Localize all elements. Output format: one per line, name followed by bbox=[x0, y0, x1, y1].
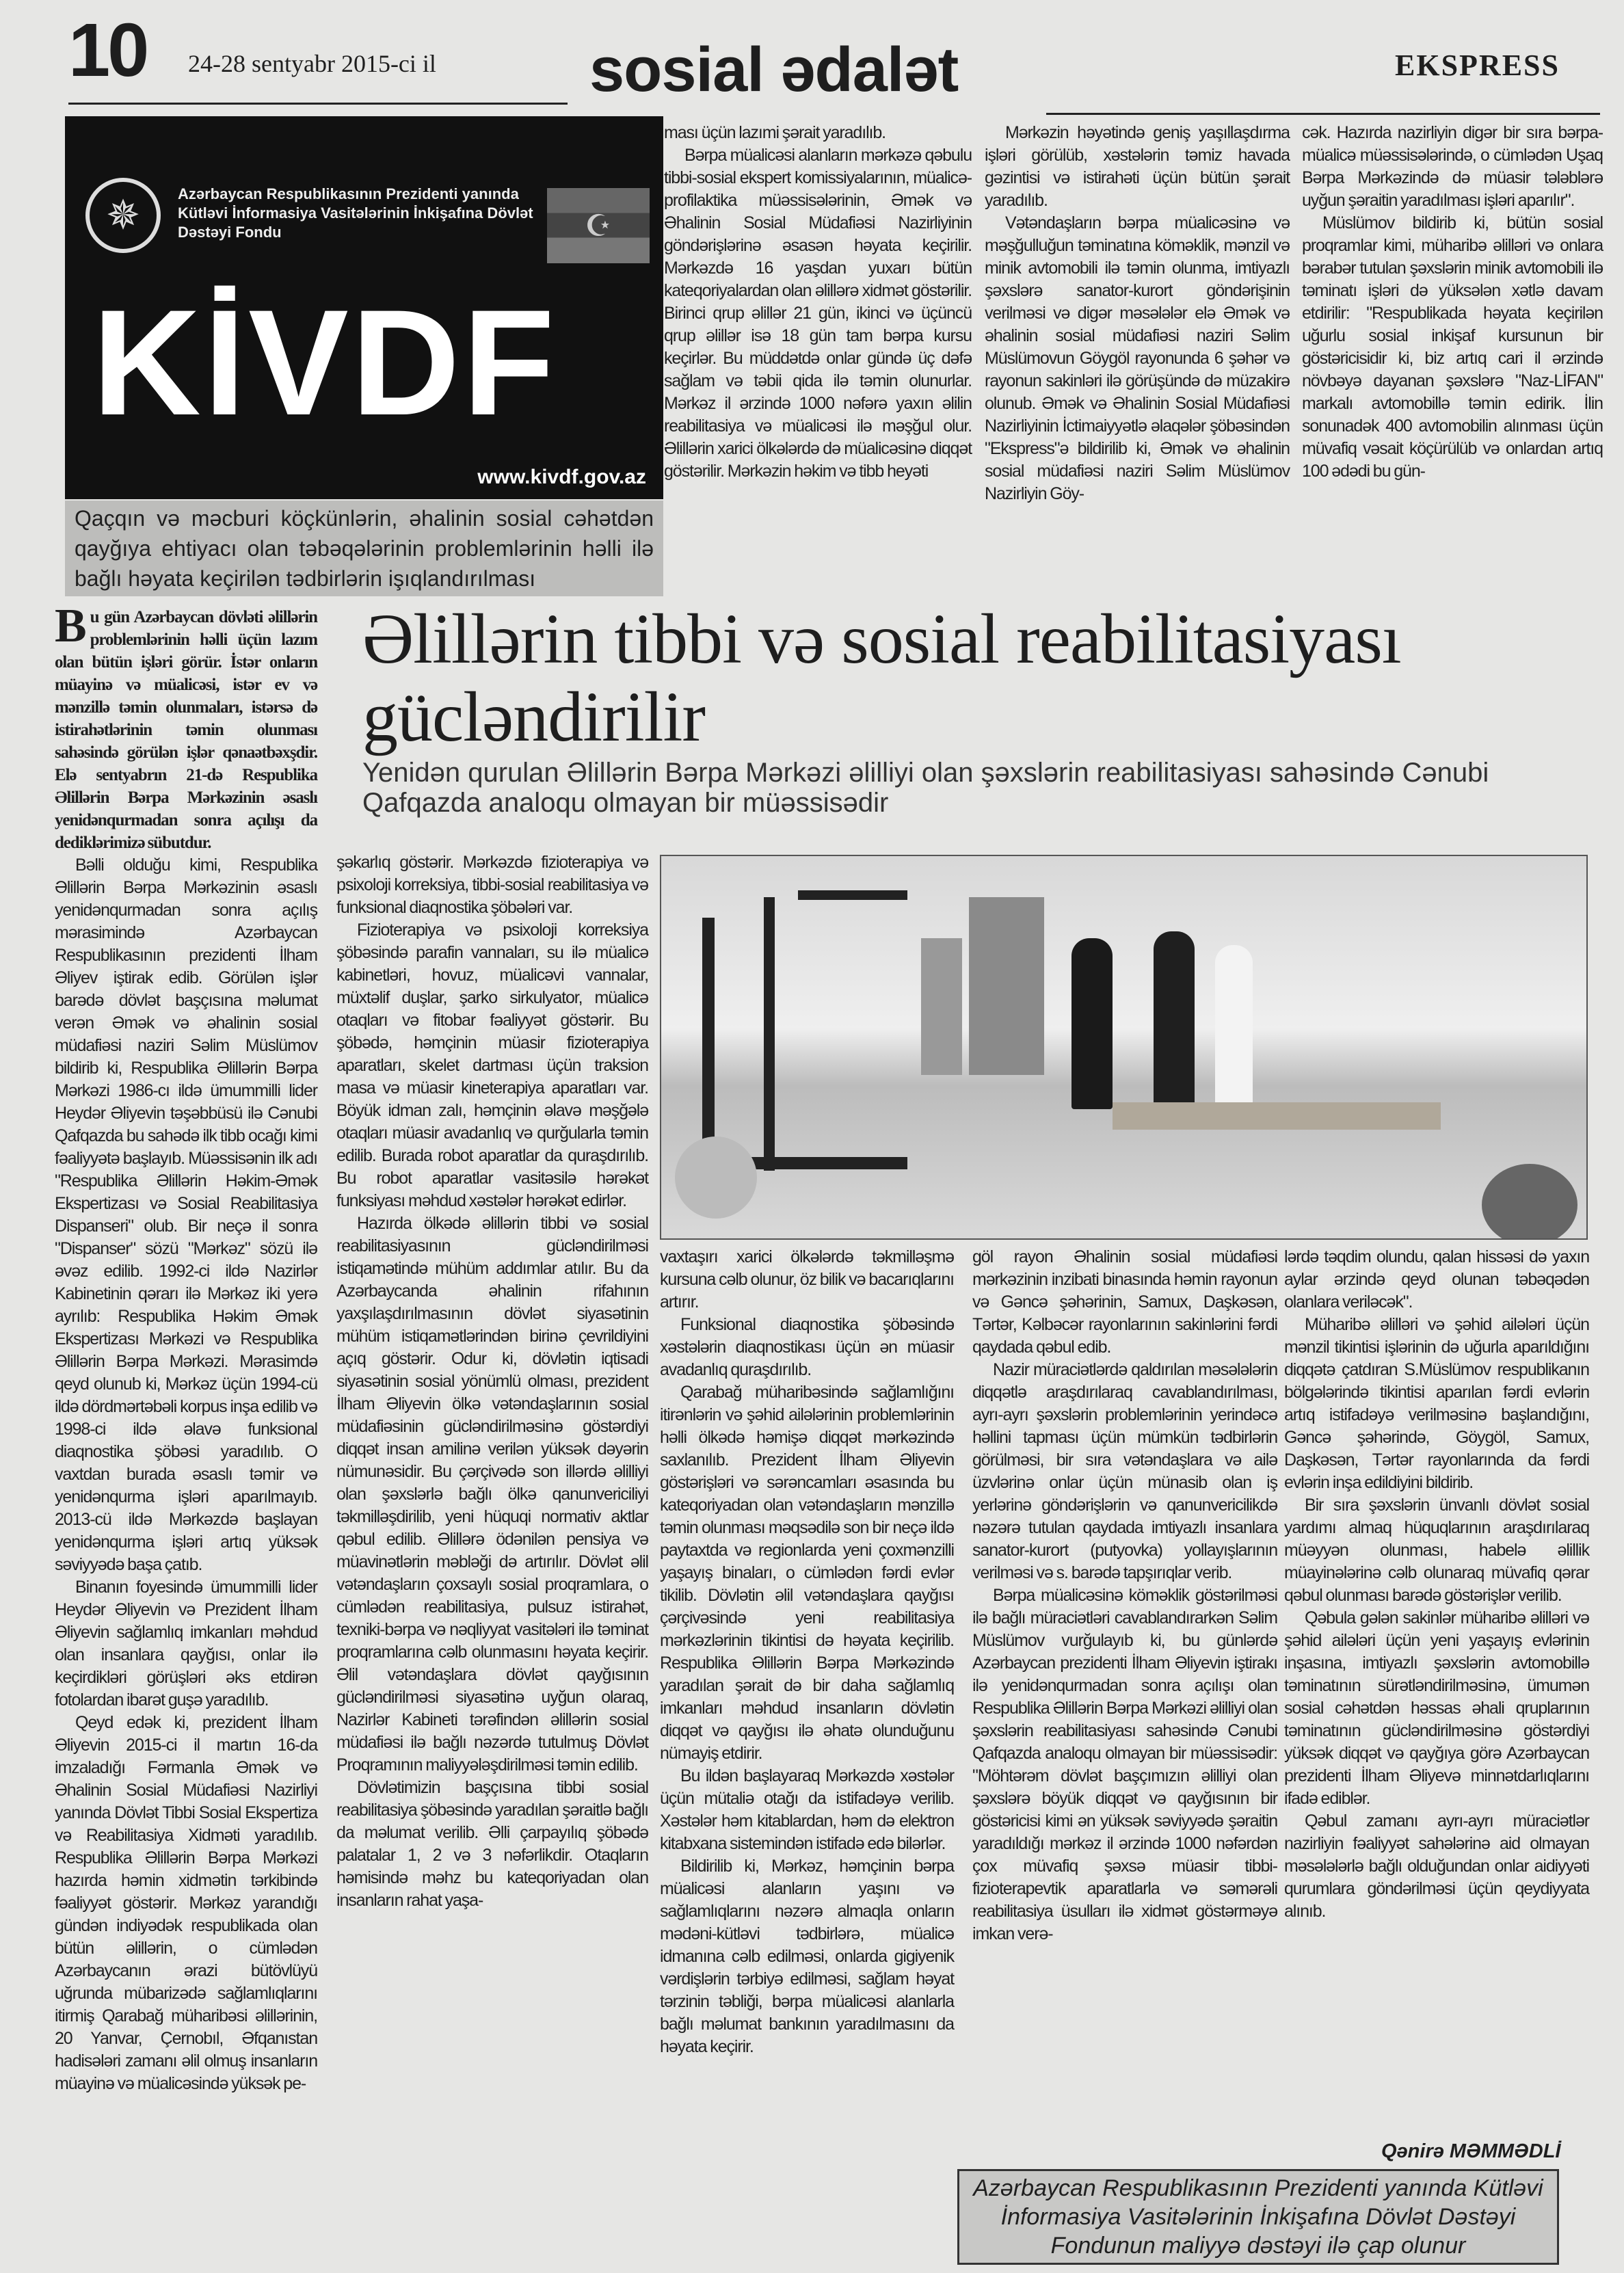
lead-text: u gün Azərbaycan dövləti əlillərin problemlərinin həlli üçün lazım olan bütün işləri görür. İstər onların müayinə və müalicəsi, istər ev və mənzillə təmin olunmaları, istərsə də istirahətlərinin təmin olunması sahəsində görülən işlər qənaətbəxşdir. Elə sentyabrın 21-də Respublika Əlillərin Bərpa Mərkəzinin əsaslı yenidənqurmadan sonra açılışı da dediklərimizə sübutdur. bbox=[55, 608, 317, 852]
article-subtitle: Yenidən qurulan Əlillərin Bərpa Mərkəzi əlilliyi olan şəxslərin reabilitasiyası sahəsində Cənubi Qafqazda analoqu olmayan bir müəssisədir bbox=[362, 758, 1489, 818]
article-column-bottom-1 bbox=[660, 1246, 954, 2058]
article-column-bottom-3 bbox=[1284, 1246, 1589, 1923]
paragraph: Müharibə əlilləri və şəhid ailələri üçün mənzil tikintisi işlərinin də uğurla aparıldığını diqqətə çatdıran S.Müslümov respublikanın bölgələrində tikintisi aparılan fərdi evlərin artıq istifadəyə verilməsinə başlandığını, Gəncə şəhərində, Göygöl, Samux, Daşkəsən, Tərtər rayonlarında da fərdi evlərin inşa edildiyini bildirib. bbox=[1284, 1315, 1589, 1492]
logo-caption: Qaçqın və məcburi köçkünlərin, əhalinin sosial cəhətdən qayğıya ehtiyacı olan təbəqələrinin problemlərinin həlli ilə bağlı həyata keçirilən tədbirlərin işıqlandırılması bbox=[65, 501, 663, 596]
paragraph: Qeyd edək ki, prezident İlham Əliyevin 2015-ci il martın 16-da imzaladığı Fərmanla Əmək və Əhalinin Sosial Müdafiəsi Nazirliyi yanında Dövlət Tibbi Sosial Ekspertiza və Reabilitasiya Xidməti yaradılıb. Respublika Əlillərin Bərpa Mərkəzi hazırda həmin xidmətin tərkibində fəaliyyət göstərir. Mərkəz yarandığı gündən indiyədək respublikada olan bütün əlillərin, o cümlədən Azərbaycanın ərazi bütövlüyü uğrunda mübarizədə sağlamlıqlarını itirmiş Qarabağ müharibəsi əlillərinin, 20 Yanvar, Çernobıl, Əfqanıstan hadisələri zamanı əlil olmuş insanların müayinə və müalicəsində yüksək pe- bbox=[55, 1713, 317, 2093]
issue-date: 24-28 sentyabr 2015-ci il bbox=[188, 50, 436, 77]
article-column-top-1 bbox=[664, 122, 972, 483]
newspaper-brand: EKSPRESS bbox=[1395, 49, 1560, 82]
paragraph: Funksional diaqnostika şöbəsində xəstələrin diaqnostikası üçün ən müasir avadanlıq quraşdırılıb. bbox=[660, 1315, 954, 1379]
paragraph: Vətəndaşların bərpa müalicəsinə və məşğulluğun təminatına köməklik, mənzil və minik avtomobili ilə təmin olunma, imtiyazlı şəxslərə sanator-kurort göndərişinin verilməsi və digər məsələlər elə Əmək və əhalinin sosial müdafiəsi naziri Səlim Müslümovun Göygöl rayonunda 6 şəhər və rayonun sakinləri ilə görüşündə də müzakirə olunub. Əmək və Əhalinin Sosial Müdafiəsi Nazirliyinin İctimaiyyətlə əlaqələr şöbəsindən "Ekspress"ə bildirilib ki, Əmək və əhalinin sosial müdafiəsi naziri Səlim Müslümov Nazirliyin Göy- bbox=[985, 213, 1290, 503]
article-column-top-3 bbox=[1302, 122, 1603, 483]
paragraph: Nazir müraciətlərdə qaldırılan məsələlərin diqqətlə araşdırılaraq cavablandırılması, ayrı-ayrı şəxslərin problemlərinin yerindəcə həllini tapması üçün mümkün tədbirlərin görülməsi, bir sıra vətəndaşlara və ailə üzvlərinə onlar üçün münasib olan iş yerlərinə göndərişlərin və qanunvericilikdə nəzərə tutulan qaydada imtiyazlı insanlara sanator-kurort (putyovka) yollayışlarının verilməsi və s. barədə tapşırıqlar verib. bbox=[972, 1360, 1277, 1582]
funding-notice: Azərbaycan Respublikasının Prezidenti yanında Kütləvi İnformasiya Vasitələrinin İnkişafına Dövlət Dəstəyi Fondunun maliyyə dəstəyi ilə çap olunur bbox=[957, 2169, 1559, 2265]
page-number: 10 bbox=[68, 8, 147, 92]
paragraph: Bu ildən başlayaraq Mərkəzdə xəstələr üçün mütaliə otağı da istifadəyə verilib. Xəstələr həm kitablardan, həm də elektron kitabxana sistemindən istifadə edə bilərlər. bbox=[660, 1766, 954, 1853]
flag-icon: ☪ bbox=[547, 188, 650, 263]
logo-wordmark: KİVDF bbox=[92, 278, 557, 447]
emblem-icon: ✵ bbox=[85, 178, 161, 253]
paragraph: Hazırda ölkədə əlillərin tibbi və sosial reabilitasiyasının gücləndirilməsi istiqamətində mühüm addımlar atılır. Bu da Azərbaycanda əhalinin rifahının yaxşılaşdırılmasının dövlət siyasətinin mühüm istiqamətlərindən birinə çevrildiyini açıq göstərir. Odur ki, dövlətin iqtisadi siyasətinin sosial yönümlü olması, prezident İlham Əliyevin ölkə vətəndaşlarının sosial müdafiəsinin gücləndirilməsinə göstərdiyi diqqət insan amilinə verilən yüksək dəyərin nümunəsidir. Bu çərçivədə son illərdə əlilliyi olan şəxslərlə bağlı ölkə qanunvericiliyi təkmilləşdirilib, yeni hüquqi normativ aktlar qəbul edilib. Əlillərə ödənilən pensiya və müavinətlərin məbləği də artırılır. Dövlət əlil vətəndaşların çoxsaylı sosial proqramlara, o cümlədən reabilitasiya, pulsuz istirahət, texniki-bərpa və nəqliyyat vasitələri ilə təminat proqramlarına cəlb olunmasını həyata keçirir. Əlil vətəndaşlara dövlət qayğısının gücləndirilməsi siyasətinə uyğun olaraq, Nazirlər Kabineti tərəfindən əlillərin sosial müdafiəsi ilə bağlı nəzərdə tutulmuş Dövlət Proqramının maliyyələşdirilməsi təmin edilib. bbox=[336, 1214, 648, 1774]
paragraph: vaxtaşırı xarici ölkələrdə təkmilləşmə kursuna cəlb olunur, öz bilik və bacarıqlarını artırır. bbox=[660, 1247, 954, 1312]
paragraph: göl rayon Əhalinin sosial müdafiəsi mərkəzinin inzibati binasında həmin rayonun və Gəncə şəhərinin, Samux, Daşkəsən, Tərtər, Kəlbəcər rayonlarının sakinlərini fərdi qaydada qəbul edib. bbox=[972, 1247, 1277, 1357]
gym-photo bbox=[660, 855, 1588, 1240]
article-column-top-2 bbox=[985, 122, 1290, 505]
paragraph: Qəbul zamanı ayrı-ayrı müraciətlər nazirliyin fəaliyyət sahələrinə aid olmayan məsələlərlə bağlı olduğundan onlar aidiyyəti qurumlara göndərilməsi üçün qeydiyyata alınıb. bbox=[1284, 1811, 1589, 1921]
paragraph: Bəlli olduğu kimi, Respublika Əlillərin Bərpa Mərkəzinin əsaslı yenidənqurmadan sonra açılış mərasimində Azərbaycan Respublikasının prezidenti İlham Əliyev iştirak edib. Görülən işlər barədə dövlət başçısına məlumat verən Əmək və əhalinin sosial müdafiəsi naziri Səlim Müslümov bildirib ki, Respublika Əlillərin Bərpa Mərkəzi 1986-cı ildə ümummilli lider Heydər Əliyevin təşəbbüsü ilə Cənubi Qafqazda bu sahədə ilk tibb ocağı kimi fəaliyyətə başlayıb. Müəssisənin ilk adı "Respublika Əlillərin Həkim-Əmək Ekspertizası və Sosial Reabilitasiya Dispanseri" olub. Bir neçə il sonra "Dispanser" sözü "Mərkəz" sözü ilə əvəz edilib. 1992-ci ildə Nazirlər Kabinetinin qərarı ilə Mərkəz iki yerə ayrılıb: Respublika Həkim Əmək Ekspertizası Mərkəzi və Respublika Əlillərin Bərpa Mərkəzi. Mərasimdə qeyd olunub ki, Mərkəz üçün 1994-cü ildə dördmərtəbəli korpus inşa edilib və 1998-ci ildə əlavə funksional diaqnostika şöbəsi yaradılıb. O vaxtdan burada əsaslı təmir və yenidənqurma işləri aparılmayıb. 2013-cü ildə Mərkəzdə başlayan yenidənqurma işləri artıq yüksək səviyyədə başa çatıb. bbox=[55, 855, 317, 1574]
paragraph: cək. Hazırda nazirliyin digər bir sıra bərpa-müalicə müəssisələrində, o cümlədən Uşaq Bərpa Mərkəzində də müasir tələblərə uyğun şəraitin yaradılması işləri aparılır". bbox=[1302, 123, 1603, 210]
paragraph: Bərpa müalicəsi alanların mərkəzə qəbulu tibbi-sosial ekspert komissiyalarının, müalicə-profilaktika müəssisələrinin, Əmək və Əhalinin Sosial Müdafiəsi Nazirliyinin göndərişlərinə əsasən həyata keçirilir. Mərkəzdə 16 yaşdan yuxarı bütün kateqoriyalardan olan əlillərə xidmət göstərilir. Birinci qrup əlillər 21 gün, ikinci və üçüncü qrup əlillər isə 18 gün tam bərpa kursu keçirlər. Bu müddətdə onlar gündə üç dəfə sağlam və təbii qida ilə təmin olunurlar. Mərkəz il ərzində 1000 nəfərə yaxın əlilin reabilitasiya və müalicəsi ilə məşğul olur. Əlillərin xarici ölkələrdə də müalicəsinə diqqət göstərilir. Mərkəzin həkim və tibb heyəti bbox=[664, 146, 972, 481]
paragraph: Fizioterapiya və psixoloji korreksiya şöbəsində parafin vannaları, su ilə müalicə kabinetləri, hovuz, müalicəvi vannalar, müxtəlif duşlar, şarko sirkulyator, müalicə otaqları və fitobar fəaliyyət göstərir. Bu şöbədə, həmçinin müasir fizioterapiya aparatları, skelet dartması üçün traksion masa və müasir kineterapiya aparatları var. Böyük idman zalı, həmçinin əlavə məşğələ otaqları müasir avadanlıq və qurğularla təmin edilib. Burada robot aparatlar da quraşdırılıb. Bu robot aparatlar vasitəsilə hərəkət funksiyası məhdud xəstələr hərəkət edirlər. bbox=[336, 920, 648, 1210]
article-column-bottom-2 bbox=[972, 1246, 1277, 1945]
paragraph: Binanın foyesində ümummilli lider Heydər Əliyevin və Prezident İlham Əliyevin sağlamlıq imkanları məhdud olan insanlara qayğısı, onlar ilə keçirdikləri görüşləri əks etdirən fotolardan ibarət guşə yaradılıb. bbox=[55, 1578, 317, 1710]
paragraph: lərdə təqdim olundu, qalan hissəsi də yaxın aylar ərzində qeyd olunan təbəqədən olanlara veriləcək". bbox=[1284, 1247, 1589, 1312]
paragraph: Müslümov bildirib ki, bütün sosial proqramlar kimi, müharibə əlilləri və onlara bərabər tutulan şəxslərin minik avtomobili ilə təminatı işləri də yüksələn xətlə davam etdirilir: "Respublikada həyata keçirilən uğurlu sosial inkişaf kursunun bir göstəricisidir ki, biz artıq cari il ərzində növbəyə dayanan şəxslərə "Naz-LİFAN" markalı avtomobillə təmin edirik. İlin sonunadək 400 avtomobilin alınması üçün müvafiq vəsait köçürülüb və onlardan artıq 100 ədədi bu gün- bbox=[1302, 213, 1603, 481]
paragraph: Dövlətimizin başçısına tibbi sosial reabilitasiya şöbəsində yaradılan şəraitlə bağlı da məlumat verilib. Əlli çarpayılıq şöbədə palatalar 1, 2 və 3 nəfərlikdir. Otaqların həmisində məhz bu kateqoriyadan olan insanların rahat yaşa- bbox=[336, 1778, 648, 1910]
paragraph: Qarabağ müharibəsində sağlamlığını itirənlərin və şəhid ailələrinin problemlərinin həlli ölkədə həmişə diqqət mərkəzində saxlanılıb. Prezident İlham Əliyevin göstərişləri və sərəncamları əsasında bu kateqoriyadan olan vətəndaşların mənzillə təmin olunması məqsədilə son bir neçə ildə paytaxtda və regionlarda yeni çoxmənzilli yaşayış binaları, o cümlədən fərdi evlər tikilib. Dövlətin əlil vətəndaşlara qayğısı çərçivəsində yeni reabilitasiya mərkəzlərinin tikintisi də həyata keçirilib. Respublika Əlillərin Bərpa Mərkəzində yaradılan şərait də bir daha sağlamlıq imkanları məhdud insanların dövlətin diqqət və qayğısı ilə əhatə olunduğunu nümayiş etdirir. bbox=[660, 1383, 954, 1763]
drop-cap: B bbox=[55, 600, 86, 652]
article-column-left bbox=[55, 600, 317, 2095]
paragraph: ması üçün lazımi şərait yaradılıb. bbox=[664, 123, 886, 142]
section-title: sosial ədalət bbox=[589, 35, 959, 105]
paragraph: Mərkəzin həyətində geniş yaşıllaşdırma işləri görülüb, xəstələrin təmiz havada gəzintisi və istirahəti üçün bütün şərait yaradılıb. bbox=[985, 123, 1290, 210]
header-rule bbox=[68, 103, 568, 105]
logo-url: www.kivdf.gov.az bbox=[477, 466, 646, 488]
paragraph: Bərpa müalicəsinə köməklik göstərilməsi ilə bağlı müraciətləri cavablandırarkən Səlim Müslümov vurğulayıb ki, bu günlərdə Azərbaycan prezidenti İlham Əliyevin iştirakı ilə yenidənqurmadan sonra açılışı olan Respublika Əlillərin Bərpa Mərkəzi əlilliyi olan şəxslərin reabilitasiyası sahəsində Cənubi Qafqazda analoqu olmayan bir müəssisədir: "Möhtərəm dövlət başçımızın əlilliyi olan şəxslərə böyük diqqət və qayğısının bir göstəricisi kimi ən yüksək səviyyədə şəraitin yaradıldığı mərkəz il ərzində 1000 nəfərdən çox müvafiq şəxsə müasir tibbi-fizioterapevtik aparatlarla və səmərəli reabilitasiya üsulları ilə xidmət göstərməyə imkan verə- bbox=[972, 1586, 1277, 1943]
logo-org-name: Azərbaycan Respublikasının Prezidenti yanında Kütləvi İnformasiya Vasitələrinin İnkişafına Dövlət Dəstəyi Fondu bbox=[178, 185, 533, 241]
article-author: Qənirə MƏMMƏDLİ bbox=[1381, 2140, 1561, 2162]
paragraph: Bir sıra şəxslərin ünvanlı dövlət sosial yardımı almaq hüquqlarının araşdırılaraq müəyyən olunması, habelə əlillik müayinələrinə cəlb olunaraq müvafiq qərar qəbul olunması barədə göstərişlər verilib. bbox=[1284, 1496, 1589, 1605]
paragraph: Qəbula gələn sakinlər müharibə əlilləri və şəhid ailələri üçün yeni yaşayış evlərinin inşasına, imtiyazlı şəxslərin avtomobillə təminatının sürətləndirilməsinə, ümumən sosial cəhətdən həssas əhali qruplarının təminatının gücləndirilməsinə göstərdiyi yüksək diqqət və qayğıya görə Azərbaycan prezidenti İlham Əliyevə minnətdarlıqlarını ifadə ediblər. bbox=[1284, 1608, 1589, 1808]
lead-paragraph bbox=[55, 600, 317, 854]
paragraph: şəkarlıq göstərir. Mərkəzdə fizioterapiya və psixoloji korreksiya, tibbi-sosial reabilitasiya və funksional diaqnostika şöbələri var. bbox=[336, 853, 648, 917]
article-column-2 bbox=[336, 851, 648, 1912]
paragraph: Bildirilib ki, Mərkəz, həmçinin bərpa müalicəsi alanların yaşını və sağlamlıqlarını nəzərə almaqla onların mədəni-kütləvi tədbirlərə, müalicə idmanına cəlb edilməsi, onlarda gigiyenik vərdişlərin tərbiyə edilməsi, sağlam həyat tərzinin təbliği, bərpa müalicəsi alanlarla bağlı məlumat bankının yaradılmasını da həyata keçirir. bbox=[660, 1857, 954, 2056]
kivdf-logo-banner bbox=[65, 116, 663, 499]
header-rule bbox=[1046, 113, 1600, 115]
article-headline: Əlillərin tibbi və sosial reabilitasiyası gücləndirilir bbox=[362, 600, 1401, 756]
